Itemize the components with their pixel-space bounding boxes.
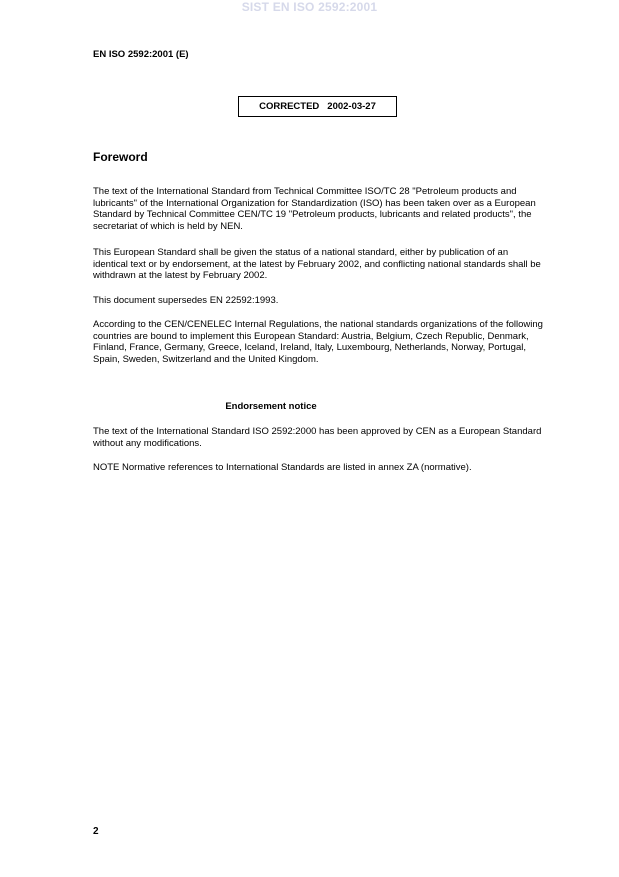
corrected-stamp [238, 96, 397, 117]
endorsement-title: Endorsement notice [225, 401, 317, 412]
endorsement-note: NOTE Normative references to International Standards are listed in annex ZA (normative). [93, 462, 472, 473]
document-reference: EN ISO 2592:2001 (E) [93, 49, 189, 60]
foreword-paragraph-4: According to the CEN/CENELEC Internal Regulations, the national standards organizations of the following countries are bound to implement this European Standard: Austria, Belgium, Czech Republic, Denmark, Finland, France, Germany, Greece, Iceland, Ireland, Italy, Luxembourg, Netherlands, Norway, Portugal, Spain, Sweden, Switzerland and the United Kingdom. [93, 319, 543, 365]
foreword-paragraph-1: The text of the International Standard from Technical Committee ISO/TC 28 "Petroleum products and lubricants" of the International Organization for Standardization (ISO) has been taken over as a European Standard by Technical Committee CEN/TC 19 "Petroleum products, lubricants and related products", the secretariat of which is held by NEN. [93, 186, 536, 232]
foreword-title: Foreword [93, 150, 148, 164]
endorsement-paragraph: The text of the International Standard ISO 2592:2000 has been approved by CEN as a European Standard without any modifications. [93, 426, 542, 449]
corrected-label: CORRECTED [259, 101, 320, 112]
watermark: SIST EN ISO 2592:2001 [241, 0, 378, 14]
page-number: 2 [93, 826, 99, 837]
foreword-paragraph-3: This document supersedes EN 22592:1993. [93, 295, 279, 306]
foreword-paragraph-2: This European Standard shall be given the status of a national standard, either by publication of an identical text or by endorsement, at the latest by February 2002, and conflicting national standards shall be withdrawn at the latest by February 2002. [93, 247, 541, 281]
corrected-date: 2002-03-27 [327, 101, 376, 112]
